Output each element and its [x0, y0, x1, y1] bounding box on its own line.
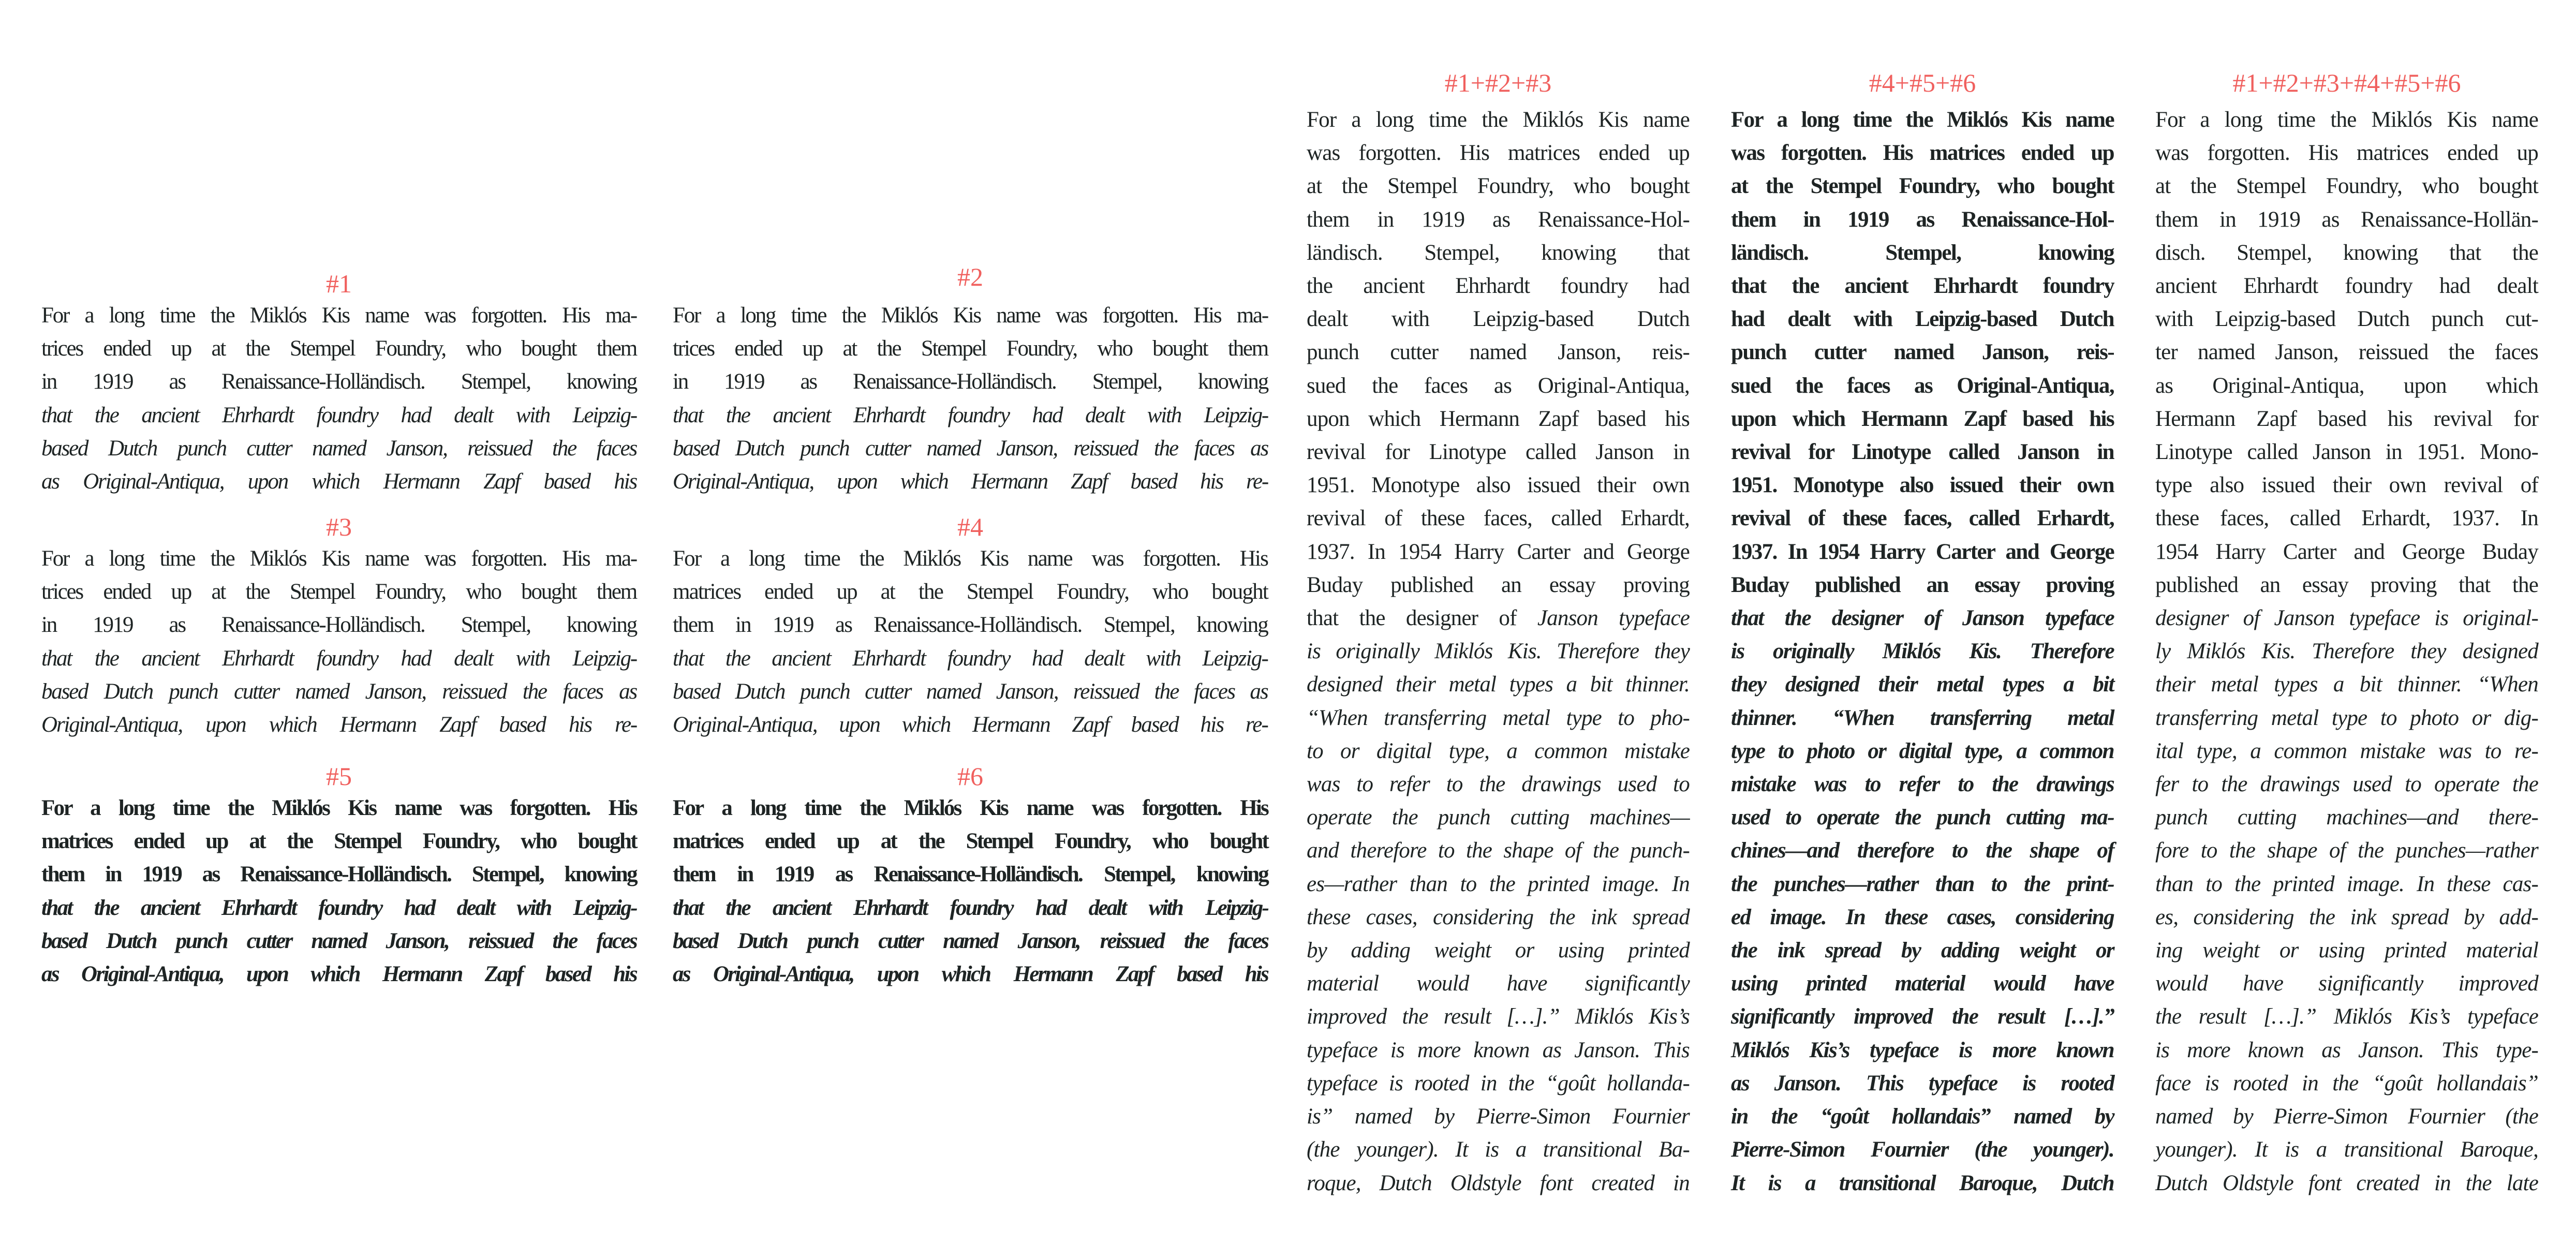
text-line: than to the printed image. In these cas-	[2155, 871, 2538, 896]
text-line: them in 1919 as Renaissance-Hol-	[1307, 207, 1690, 232]
text-line: type to photo or digital type, a common	[1731, 738, 2114, 763]
text-line: is” named by Pierre-Simon Fournier	[1307, 1104, 1690, 1129]
text-line: thinner. “When transferring metal	[1731, 705, 2114, 730]
text-line: For a long time the Miklós Kis name	[1731, 108, 2114, 132]
text-line: For a long time the Miklós Kis name was forgotten. His ma-	[41, 303, 636, 328]
text-line: For a long time the Miklós Kis name was forgotten. His	[673, 546, 1268, 571]
text-line: to or digital type, a common mistake	[1307, 738, 1690, 763]
text-line: as Original-Antiqua, upon which	[2155, 373, 2538, 398]
text-line: was forgotten. His matrices ended up	[2155, 141, 2538, 166]
combined-paragraph	[2155, 103, 2538, 1195]
text-line: mistake was to refer to the drawings	[1731, 772, 2114, 797]
text-line: was forgotten. His matrices ended up	[1307, 141, 1690, 166]
text-line: revival for Linotype called Janson in	[1307, 440, 1690, 465]
combined-label: #4+#5+#6	[1869, 68, 1976, 97]
sample-block-5	[41, 761, 636, 991]
sample-label: #6	[957, 762, 983, 791]
sample-paragraph	[673, 542, 1268, 742]
sample-block-1	[41, 268, 636, 498]
text-line: they designed their metal types a bit	[1731, 672, 2114, 697]
sample-paragraph	[41, 542, 636, 742]
text-line: with Leipzig-based Dutch punch cut-	[2155, 307, 2538, 332]
text-line: Miklós Kis’s typeface is more known	[1731, 1038, 2114, 1062]
text-line: in 1919 as Renaissance-Holländisch. Stempel, knowing	[673, 369, 1268, 394]
sample-paragraph	[41, 299, 636, 498]
combined-label: #1+#2+#3	[1444, 68, 1552, 97]
text-line: Dutch Oldstyle font created in the late	[2155, 1171, 2538, 1195]
text-line: typeface is more known as Janson. This	[1307, 1038, 1690, 1062]
text-line: trices ended up at the Stempel Foundry, who bought them	[673, 336, 1268, 361]
text-line: ital type, a common mistake was to re-	[2155, 738, 2538, 763]
text-line: that the ancient Ehrhardt foundry had dealt with Leipzig-	[41, 403, 636, 427]
text-line: designed their metal types a bit thinner.	[1307, 672, 1690, 697]
text-line: (the younger). It is a transitional Ba-	[1307, 1137, 1690, 1162]
text-line: these faces, called Erhardt, 1937. In	[2155, 506, 2538, 531]
text-line: Hermann Zapf based his revival for	[2155, 406, 2538, 431]
text-line: that the ancient Ehrhardt foundry had dealt with Leipzig-	[673, 646, 1268, 671]
text-line: disch. Stempel, knowing that the	[2155, 240, 2538, 265]
text-line: them in 1919 as Renaissance-Holländisch. Stempel, knowing	[673, 613, 1268, 638]
text-line: is originally Miklós Kis. Therefore they	[1307, 639, 1690, 664]
text-line: For a long time the Miklós Kis name	[2155, 108, 2538, 132]
text-line: is more known as Janson. This type-	[2155, 1038, 2538, 1062]
text-line: named by Pierre-Simon Fournier (the	[2155, 1104, 2538, 1129]
text-line: Linotype called Janson in 1951. Mono-	[2155, 440, 2538, 465]
text-line: upon which Hermann Zapf based his	[1307, 406, 1690, 431]
text-line: the punches—rather than to the print-	[1731, 871, 2114, 896]
text-line: revival for Linotype called Janson in	[1731, 440, 2114, 465]
text-line: sued the faces as Original-Antiqua,	[1307, 373, 1690, 398]
text-line: 1951. Monotype also issued their own	[1731, 473, 2114, 498]
text-line: matrices ended up at the Stempel Foundry, who bought	[673, 580, 1268, 604]
text-line: trices ended up at the Stempel Foundry, who bought them	[41, 336, 636, 361]
text-line: matrices ended up at the Stempel Foundry, who bought	[673, 829, 1268, 854]
sample-block-4	[673, 511, 1268, 742]
text-line: ed image. In these cases, considering	[1731, 905, 2114, 929]
text-line: chines—and therefore to the shape of	[1731, 838, 2114, 863]
text-line: that the designer of Janson typeface	[1731, 606, 2114, 631]
text-line: For a long time the Miklós Kis name was forgotten. His ma-	[673, 303, 1268, 328]
text-line: type also issued their own revival of	[2155, 473, 2538, 498]
text-line: at the Stempel Foundry, who bought	[1731, 174, 2114, 199]
text-line: based Dutch punch cutter named Janson, reissued the faces as	[673, 679, 1268, 704]
sample-paragraph	[41, 792, 636, 991]
text-line: 1937. In 1954 Harry Carter and George	[1307, 539, 1690, 564]
text-line: 1937. In 1954 Harry Carter and George	[1731, 539, 2114, 564]
text-line: face is rooted in the “goût hollandais”	[2155, 1071, 2538, 1096]
combined-label: #1+#2+#3+#4+#5+#6	[2232, 68, 2461, 97]
text-line: It is a transitional Baroque, Dutch	[1731, 1171, 2114, 1195]
text-line: as Original-Antiqua, upon which Hermann Zapf based his	[41, 962, 636, 987]
text-line: ing weight or using printed material	[2155, 938, 2538, 963]
combined-column-all	[2155, 67, 2538, 1195]
sample-label: #3	[326, 512, 352, 541]
text-line: them in 1919 as Renaissance-Holländisch. Stempel, knowing	[41, 862, 636, 887]
text-line: in 1919 as Renaissance-Holländisch. Stempel, knowing	[41, 613, 636, 638]
combined-column-1-2-3	[1307, 67, 1690, 1195]
text-line: is originally Miklós Kis. Therefore	[1731, 639, 2114, 664]
text-line: had dealt with Leipzig-based Dutch	[1731, 307, 2114, 332]
text-line: Buday published an essay proving	[1307, 572, 1690, 597]
text-line: the ink spread by adding weight or	[1731, 938, 2114, 963]
text-line: in 1919 as Renaissance-Holländisch. Stempel, knowing	[41, 369, 636, 394]
text-line: improved the result […].” Miklós Kis’s	[1307, 1004, 1690, 1029]
combined-paragraph	[1731, 103, 2114, 1195]
text-line: them in 1919 as Renaissance-Holländisch. Stempel, knowing	[673, 862, 1268, 887]
text-line: as Janson. This typeface is rooted	[1731, 1071, 2114, 1096]
sample-label: #4	[957, 512, 983, 541]
combined-paragraph	[1307, 103, 1690, 1195]
text-line: their metal types a bit thinner. “When	[2155, 672, 2538, 697]
text-line: that the ancient Ehrhardt foundry had dealt with Leipzig-	[41, 895, 636, 920]
text-line: them in 1919 as Renaissance-Hollän-	[2155, 207, 2538, 232]
text-line: trices ended up at the Stempel Foundry, who bought them	[41, 580, 636, 604]
text-line: ancient Ehrhardt foundry had dealt	[2155, 274, 2538, 299]
text-line: used to operate the punch cutting ma-	[1731, 805, 2114, 830]
text-line: operate the punch cutting machines—	[1307, 805, 1690, 830]
text-line: upon which Hermann Zapf based his	[1731, 406, 2114, 431]
text-line: ländisch. Stempel, knowing that	[1307, 240, 1690, 265]
sample-block-2	[673, 261, 1268, 498]
text-line: Pierre-Simon Fournier (the younger).	[1731, 1137, 2114, 1162]
text-line: typeface is rooted in the “goût hollanda-	[1307, 1071, 1690, 1096]
text-line: significantly improved the result […].”	[1731, 1004, 2114, 1029]
sample-label: #1	[326, 269, 352, 298]
text-line: punch cutter named Janson, reis-	[1307, 340, 1690, 365]
text-line: punch cutting machines—and there-	[2155, 805, 2538, 830]
text-line: punch cutter named Janson, reis-	[1731, 340, 2114, 365]
text-line: ter named Janson, reissued the faces	[2155, 340, 2538, 365]
text-line: as Original-Antiqua, upon which Hermann Zapf based his	[41, 469, 636, 494]
text-line: based Dutch punch cutter named Janson, reissued the faces	[41, 436, 636, 461]
text-line: revival of these faces, called Erhardt,	[1307, 506, 1690, 531]
text-line: based Dutch punch cutter named Janson, reissued the faces	[673, 928, 1268, 953]
text-line: the result […].” Miklós Kis’s typeface	[2155, 1004, 2538, 1029]
text-line: ly Miklós Kis. Therefore they designed	[2155, 639, 2538, 664]
text-line: based Dutch punch cutter named Janson, reissued the faces as	[41, 679, 636, 704]
text-line: sued the faces as Original-Antiqua,	[1731, 373, 2114, 398]
text-line: For a long time the Miklós Kis name was forgotten. His ma-	[41, 546, 636, 571]
text-line: the ancient Ehrhardt foundry had	[1307, 274, 1690, 299]
text-line: dealt with Leipzig-based Dutch	[1307, 307, 1690, 332]
text-line: that the ancient Ehrhardt foundry had dealt with Leipzig-	[41, 646, 636, 671]
text-line: that the ancient Ehrhardt foundry had dealt with Leipzig-	[673, 895, 1268, 920]
text-line: them in 1919 as Renaissance-Hol-	[1731, 207, 2114, 232]
text-line: For a long time the Miklós Kis name was forgotten. His	[41, 796, 636, 820]
text-line: younger). It is a transitional Baroque,	[2155, 1137, 2538, 1162]
text-line: as Original-Antiqua, upon which Hermann Zapf based his	[673, 962, 1268, 987]
text-line: For a long time the Miklós Kis name	[1307, 108, 1690, 132]
text-line: Buday published an essay proving	[1731, 572, 2114, 597]
text-line: roque, Dutch Oldstyle font created in	[1307, 1171, 1690, 1195]
combined-column-4-5-6	[1731, 67, 2114, 1195]
text-line: matrices ended up at the Stempel Foundry, who bought	[41, 829, 636, 854]
text-line: Original-Antiqua, upon which Hermann Zapf based his re-	[673, 469, 1268, 494]
text-line: in the “goût hollandais” named by	[1731, 1104, 2114, 1129]
text-line: Original-Antiqua, upon which Hermann Zapf based his re-	[673, 713, 1268, 737]
text-line: published an essay proving that the	[2155, 572, 2538, 597]
text-line: fer to the drawings used to operate the	[2155, 772, 2538, 797]
text-line: at the Stempel Foundry, who bought	[2155, 174, 2538, 199]
sample-label: #2	[957, 262, 983, 291]
text-line: For a long time the Miklós Kis name was forgotten. His	[673, 796, 1268, 820]
sample-paragraph	[673, 299, 1268, 498]
text-line: based Dutch punch cutter named Janson, reissued the faces as	[673, 436, 1268, 461]
text-line: transferring metal type to photo or dig-	[2155, 705, 2538, 730]
text-line: by adding weight or using printed	[1307, 938, 1690, 963]
text-line: that the designer of Janson typeface	[1307, 606, 1690, 631]
text-line: and therefore to the shape of the punch-	[1307, 838, 1690, 863]
text-line: es—rather than to the printed image. In	[1307, 871, 1690, 896]
text-line: revival of these faces, called Erhardt,	[1731, 506, 2114, 531]
text-line: using printed material would have	[1731, 971, 2114, 996]
text-line: was forgotten. His matrices ended up	[1731, 141, 2114, 166]
text-line: was to refer to the drawings used to	[1307, 772, 1690, 797]
text-line: 1954 Harry Carter and George Buday	[2155, 539, 2538, 564]
sample-block-6	[673, 761, 1268, 991]
text-line: es, considering the ink spread by add-	[2155, 905, 2538, 929]
text-line: would have significantly improved	[2155, 971, 2538, 996]
text-line: 1951. Monotype also issued their own	[1307, 473, 1690, 498]
sample-block-3	[41, 511, 636, 742]
sample-label: #5	[326, 762, 352, 791]
text-line: designer of Janson typeface is original-	[2155, 606, 2538, 631]
text-line: that the ancient Ehrhardt foundry	[1731, 274, 2114, 299]
sample-paragraph	[673, 792, 1268, 991]
text-line: these cases, considering the ink spread	[1307, 905, 1690, 929]
text-line: that the ancient Ehrhardt foundry had dealt with Leipzig-	[673, 403, 1268, 427]
text-line: at the Stempel Foundry, who bought	[1307, 174, 1690, 199]
text-line: fore to the shape of the punches—rather	[2155, 838, 2538, 863]
text-line: ländisch. Stempel, knowing	[1731, 240, 2114, 265]
text-line: Original-Antiqua, upon which Hermann Zapf based his re-	[41, 713, 636, 737]
text-line: based Dutch punch cutter named Janson, reissued the faces	[41, 928, 636, 953]
text-line: “When transferring metal type to pho-	[1307, 705, 1690, 730]
text-line: material would have significantly	[1307, 971, 1690, 996]
